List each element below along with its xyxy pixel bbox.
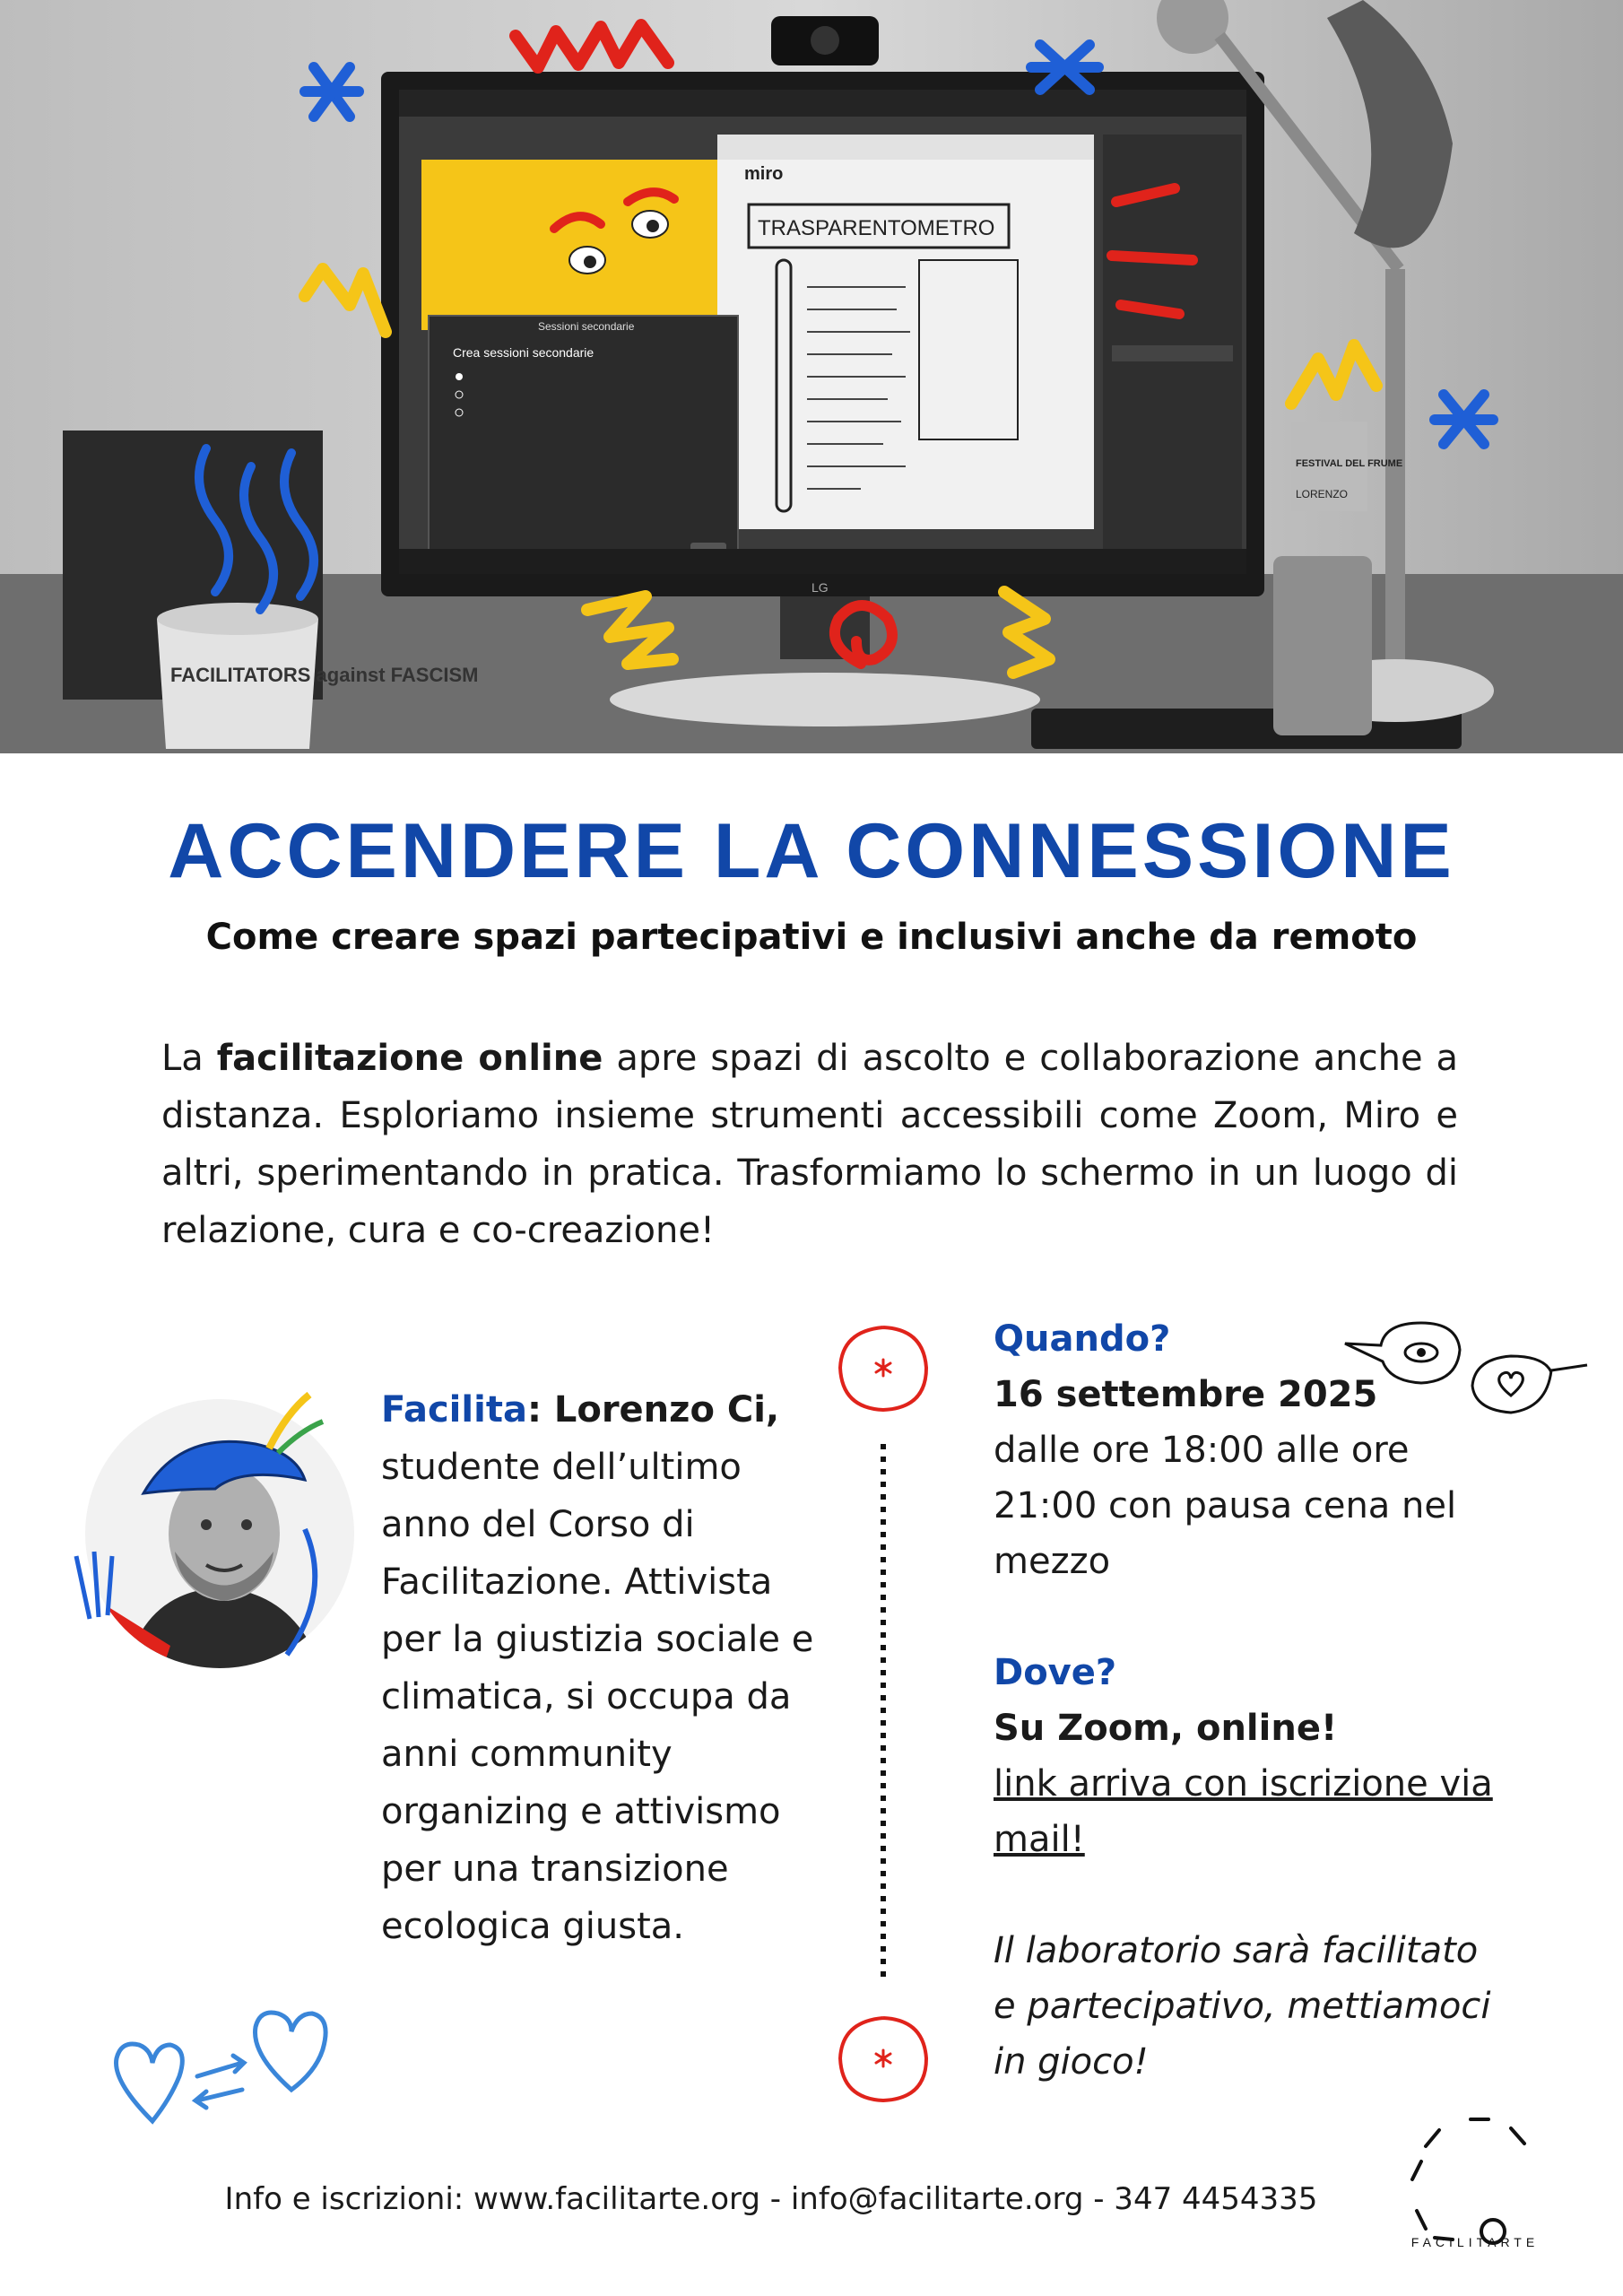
intro-lead: La (161, 1038, 217, 1079)
monitor-brand: LG (812, 580, 829, 595)
speech-bubbles-doodle (1336, 1318, 1596, 1435)
dialog-prompt: Crea sessioni secondarie (453, 345, 595, 360)
hero-photo (0, 0, 1623, 753)
heart-right-icon (256, 2013, 326, 2090)
eye-bubble (1345, 1323, 1460, 1383)
page-subtitle: Come creare spazi partecipativi e inclusivi anche da remoto (205, 917, 1418, 958)
can (1273, 556, 1372, 735)
footer-contacts: Info e iscrizioni: www.facilitarte.org - info@facilitarte.org - 347 4454335 (224, 2181, 1318, 2217)
dialog-title: Sessioni secondarie (538, 320, 635, 333)
intro-bold: facilitazione online (216, 1038, 603, 1079)
arrow-left-icon (195, 2090, 242, 2108)
page-title: ACCENDERE LA CONNESSIONE (168, 808, 1455, 894)
event-time: dalle ore 18:00 alle ore 21:00 con pausa cena nel mezzo (994, 1430, 1457, 1582)
zoom-toolbar (399, 549, 1246, 574)
heart-left-icon (117, 2044, 183, 2121)
heart-bubble (1472, 1356, 1587, 1413)
bottom-asterisk-icon (876, 2050, 890, 2066)
yellow-tile (421, 160, 717, 330)
hearts-doodle (108, 1991, 341, 2126)
facilitator-colon: : (526, 1389, 554, 1431)
intro-paragraph (161, 1030, 1458, 1259)
board-title: TRASPARENTOMETRO (758, 216, 995, 240)
mug-text: FACILITATORS against FASCISM (170, 664, 479, 686)
miro-label: miro (744, 164, 784, 184)
facilitator-bio (381, 1381, 829, 1955)
timeline-divider (829, 1318, 937, 2108)
arrow-right-icon (197, 2056, 244, 2076)
registration-link[interactable]: link arriva con iscrizione via mail! (994, 1763, 1493, 1860)
facilitator-description: studente dell’ultimo anno del Corso di Facilitazione. Attivista per la giustizia sociale e climatica, si occupa da anni community organizing e attivismo per una transizione ecologica giusta. (381, 1447, 814, 1947)
sticker-name: LORENZO (1296, 488, 1349, 500)
facilitator-name: Lorenzo Ci, (553, 1389, 780, 1431)
sticker-text: FESTIVAL DEL FRUME (1296, 458, 1403, 469)
hero-illustration (0, 0, 1623, 753)
event-date: 16 settembre 2025 (994, 1374, 1378, 1415)
lamp-pole (1385, 269, 1405, 673)
heart-icon (1499, 1372, 1523, 1396)
logo-wordmark: FACILITARTE (1410, 2235, 1540, 2249)
workshop-note: Il laboratorio sarà facilitato e partecipativo, mettiamoci in gioco! (994, 1930, 1491, 2083)
intro-rest: apre spazi di ascolto e collaborazione anche a distanza. Esploriamo insieme strumenti accessibili come Zoom, Miro e altri, sperimentando in pratica. Trasformiamo lo schermo in un luogo di relazione, cura e co-creazione! (161, 1038, 1459, 1251)
when-label: Quando? (994, 1318, 1171, 1360)
event-place: Su Zoom, online! (994, 1708, 1338, 1749)
top-asterisk-icon (876, 1360, 890, 1376)
facilitator-avatar (63, 1377, 359, 1673)
where-label: Dove? (994, 1652, 1117, 1693)
facilitator-label: Facilita (381, 1389, 527, 1431)
monitor-base (610, 673, 1040, 726)
